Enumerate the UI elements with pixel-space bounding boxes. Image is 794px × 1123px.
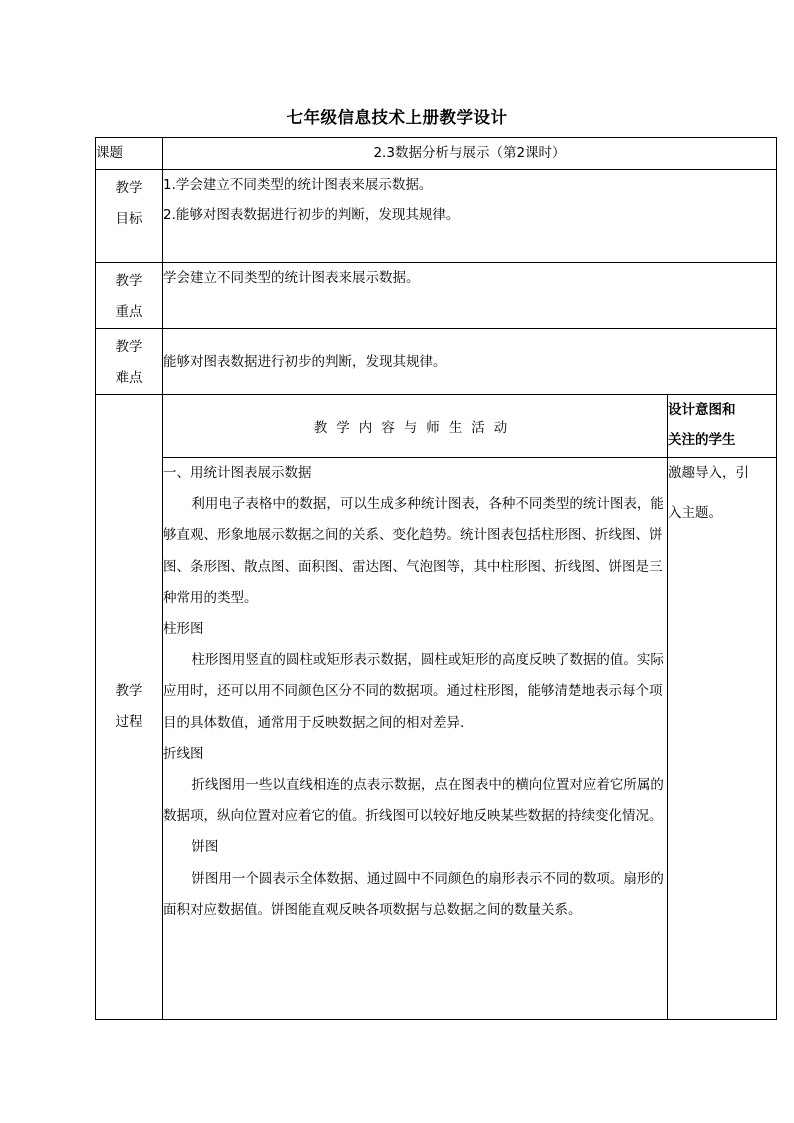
process-paragraph: 柱形图用竖直的圆柱或矩形表示数据，圆柱或矩形的高度反映了数据的值。实际应用时，还可以用不同颜色区分不同的数据项。通过柱形图，能够清楚地表示每个项目的具体数值，通常用于反映数据之间的相对差异.	[163, 652, 664, 731]
objectives-label-line1: 教学	[115, 180, 143, 196]
objective-item: 1.学会建立不同类型的统计图表来展示数据。	[163, 177, 433, 193]
process-paragraph: 折线图用一些以直线相连的点表示数据，点在图表中的横向位置对应着它所属的数据项，纵向位置对应着它的值。折线图可以较好地反映某些数据的持续变化情况。	[163, 777, 664, 825]
objective-item: 2.能够对图表数据进行初步的判断，发现其规律。	[163, 207, 460, 223]
difficulties-label-line2: 难点	[115, 370, 143, 386]
topic-label: 课题	[96, 138, 163, 170]
difficulties-content: 能够对图表数据进行初步的判断，发现其规律。	[163, 329, 777, 395]
process-header-row	[96, 395, 777, 458]
content-header: 教学内容与师生活动	[163, 395, 668, 458]
process-content	[163, 458, 668, 1020]
process-paragraph: 利用电子表格中的数据，可以生成多种统计图表，各种不同类型的统计图表，能够直观、形象地展示数据之间的关系、变化趋势。统计图表包括柱形图、折线图、饼图、条形图、散点图、面积图、雷达图、气泡图等，其中柱形图、折线图、饼图是三种常用的类型。	[163, 496, 664, 606]
side-note	[668, 458, 777, 1020]
side-header-line1: 设计意图和	[668, 402, 736, 418]
objectives-row	[96, 170, 777, 263]
objectives-label	[96, 170, 163, 263]
process-heading: 一、用统计图表展示数据	[163, 465, 312, 481]
key-points-label-line1: 教学	[115, 273, 143, 289]
process-label-line2: 过程	[115, 714, 143, 730]
key-points-content: 学会建立不同类型的统计图表来展示数据。	[163, 263, 777, 329]
process-label-line1: 教学	[115, 683, 143, 699]
key-points-row	[96, 263, 777, 329]
process-subheading: 柱形图	[163, 621, 204, 638]
side-header	[668, 395, 777, 458]
topic-value: 2.3数据分析与展示（第2课时）	[163, 138, 777, 170]
side-header-line2: 关注的学生	[668, 432, 736, 448]
key-points-label-line2: 重点	[115, 304, 143, 320]
process-label	[96, 395, 163, 1020]
difficulties-row	[96, 329, 777, 395]
difficulties-label-line1: 教学	[115, 339, 143, 355]
side-note-line1: 激趣导入，引	[668, 465, 749, 481]
side-note-line2: 入主题。	[668, 505, 722, 521]
process-subheading: 折线图	[163, 745, 204, 762]
process-subheading: 饼图	[191, 839, 219, 856]
document-title: 七年级信息技术上册教学设计	[286, 108, 508, 127]
process-content-row	[96, 458, 777, 1020]
objectives-content	[163, 170, 777, 263]
process-paragraph: 饼图用一个圆表示全体数据、通过圆中不同颜色的扇形表示不同的数项。扇形的面积对应数据值。饼图能直观反映各项数据与总数据之间的数量关系。	[163, 870, 664, 918]
key-points-label	[96, 263, 163, 329]
difficulties-label	[96, 329, 163, 395]
objectives-label-line2: 目标	[115, 211, 143, 227]
topic-row	[96, 138, 777, 170]
lesson-plan-table	[95, 137, 777, 1020]
